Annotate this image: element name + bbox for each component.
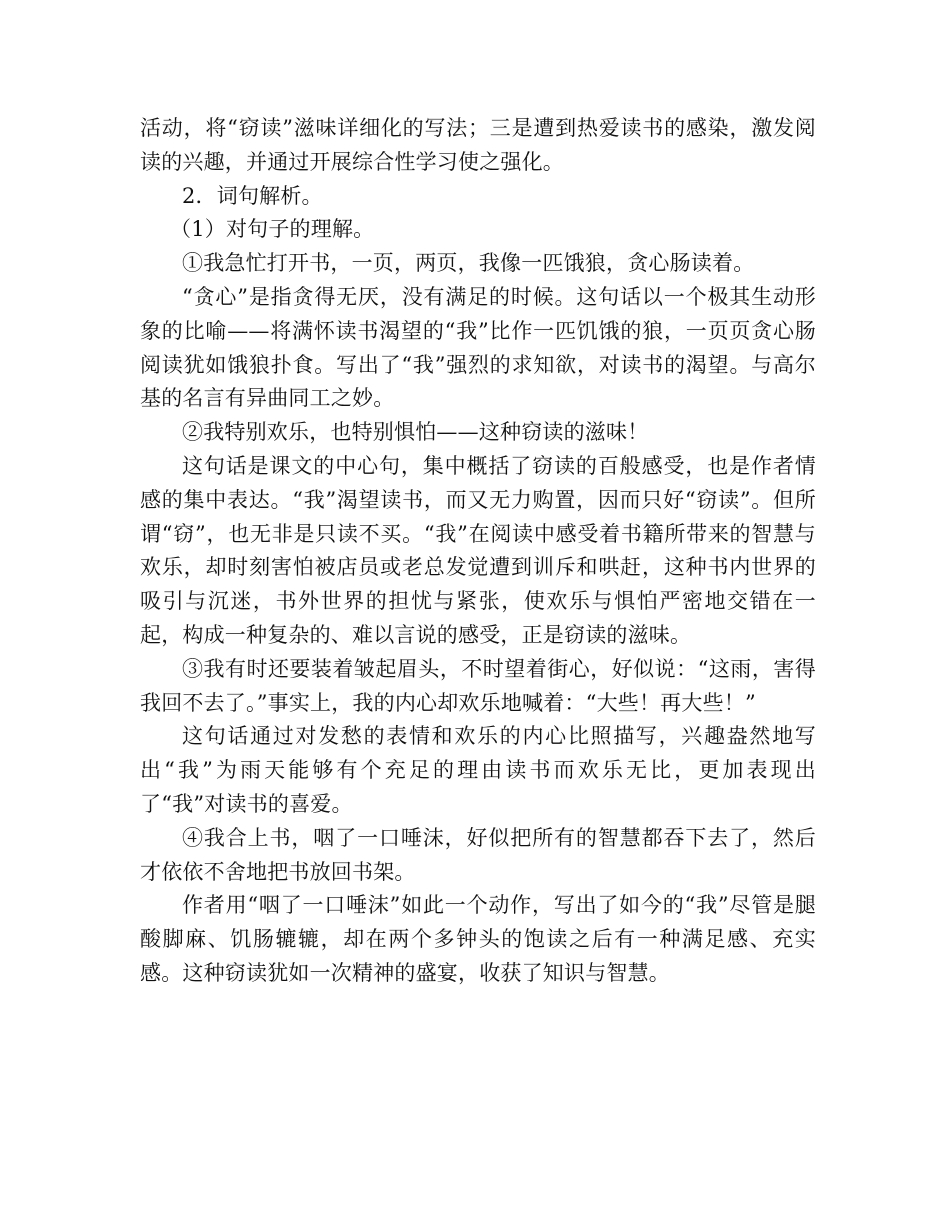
section-heading: 2．词句解析。: [182, 183, 323, 208]
quoted-sentence-3: ③我有时还要装着皱起眉头，不时望着街心，好似说：“这雨，害得我回不去了。”事实上，我的内心却欢乐地喊着：“大些！再大些！”: [140, 656, 816, 715]
paragraph-continuation: 活动，将“窃读”滋味详细化的写法；三是遭到热爱读书的感染，激发阅读的兴趣，并通过开展综合性学习使之强化。: [140, 116, 816, 174]
analysis-paragraph-4: 作者用“咽了一口唾沫”如此一个动作，写出了如今的“我”尽管是腿酸脚麻、饥肠辘辘，却在两个多钟头的饱读之后有一种满足感、充实感。这种窃读犹如一次精神的盛宴，收获了知识与智慧。: [140, 893, 816, 985]
quoted-sentence-4: ④我合上书，咽了一口唾沫，好似把所有的智慧都吞下去了，然后才依依不舍地把书放回书架。: [140, 825, 816, 884]
analysis-paragraph-2: 这句话是课文的中心句，集中概括了窃读的百般感受，也是作者情感的集中表达。“我”渴望读书，而又无力购置，因而只好“窃读”。但所谓“窃”，也无非是只读不买。“我”在阅读中感受着书籍所带来的智慧与欢乐，却时刻害怕被店员或老总发觉遭到训斥和哄赶，这种书内世界的吸引与沉迷，书外世界的担忧与紧张，使欢乐与惧怕严密地交错在一起，构成一种复杂的、难以言说的感受，正是窃读的滋味。: [140, 453, 816, 647]
quoted-sentence-2: ②我特别欢乐，也特别惧怕——这种窃读的滋味！: [182, 420, 649, 445]
analysis-paragraph-1: “贪心”是指贪得无厌，没有满足的时候。这句话以一个极其生动形象的比喻——将满怀读书渴望的“我”比作一匹饥饿的狼，一页页贪心肠阅读犹如饿狼扑食。写出了“我”强烈的求知欲，对读书的渴望。与高尔基的名言有异曲同工之妙。: [140, 284, 816, 411]
analysis-paragraph-3: 这句话通过对发愁的表情和欢乐的内心比照描写，兴趣盎然地写出“我”为雨天能够有个充足的理由读书而欢乐无比，更加表现出了“我”对读书的喜爱。: [140, 724, 816, 816]
quoted-sentence-1: ①我急忙打开书，一页，两页，我像一匹饿狼，贪心肠读着。: [182, 251, 755, 276]
subsection-heading: （1）对句子的理解。: [170, 217, 375, 242]
document-body: [140, 112, 816, 991]
